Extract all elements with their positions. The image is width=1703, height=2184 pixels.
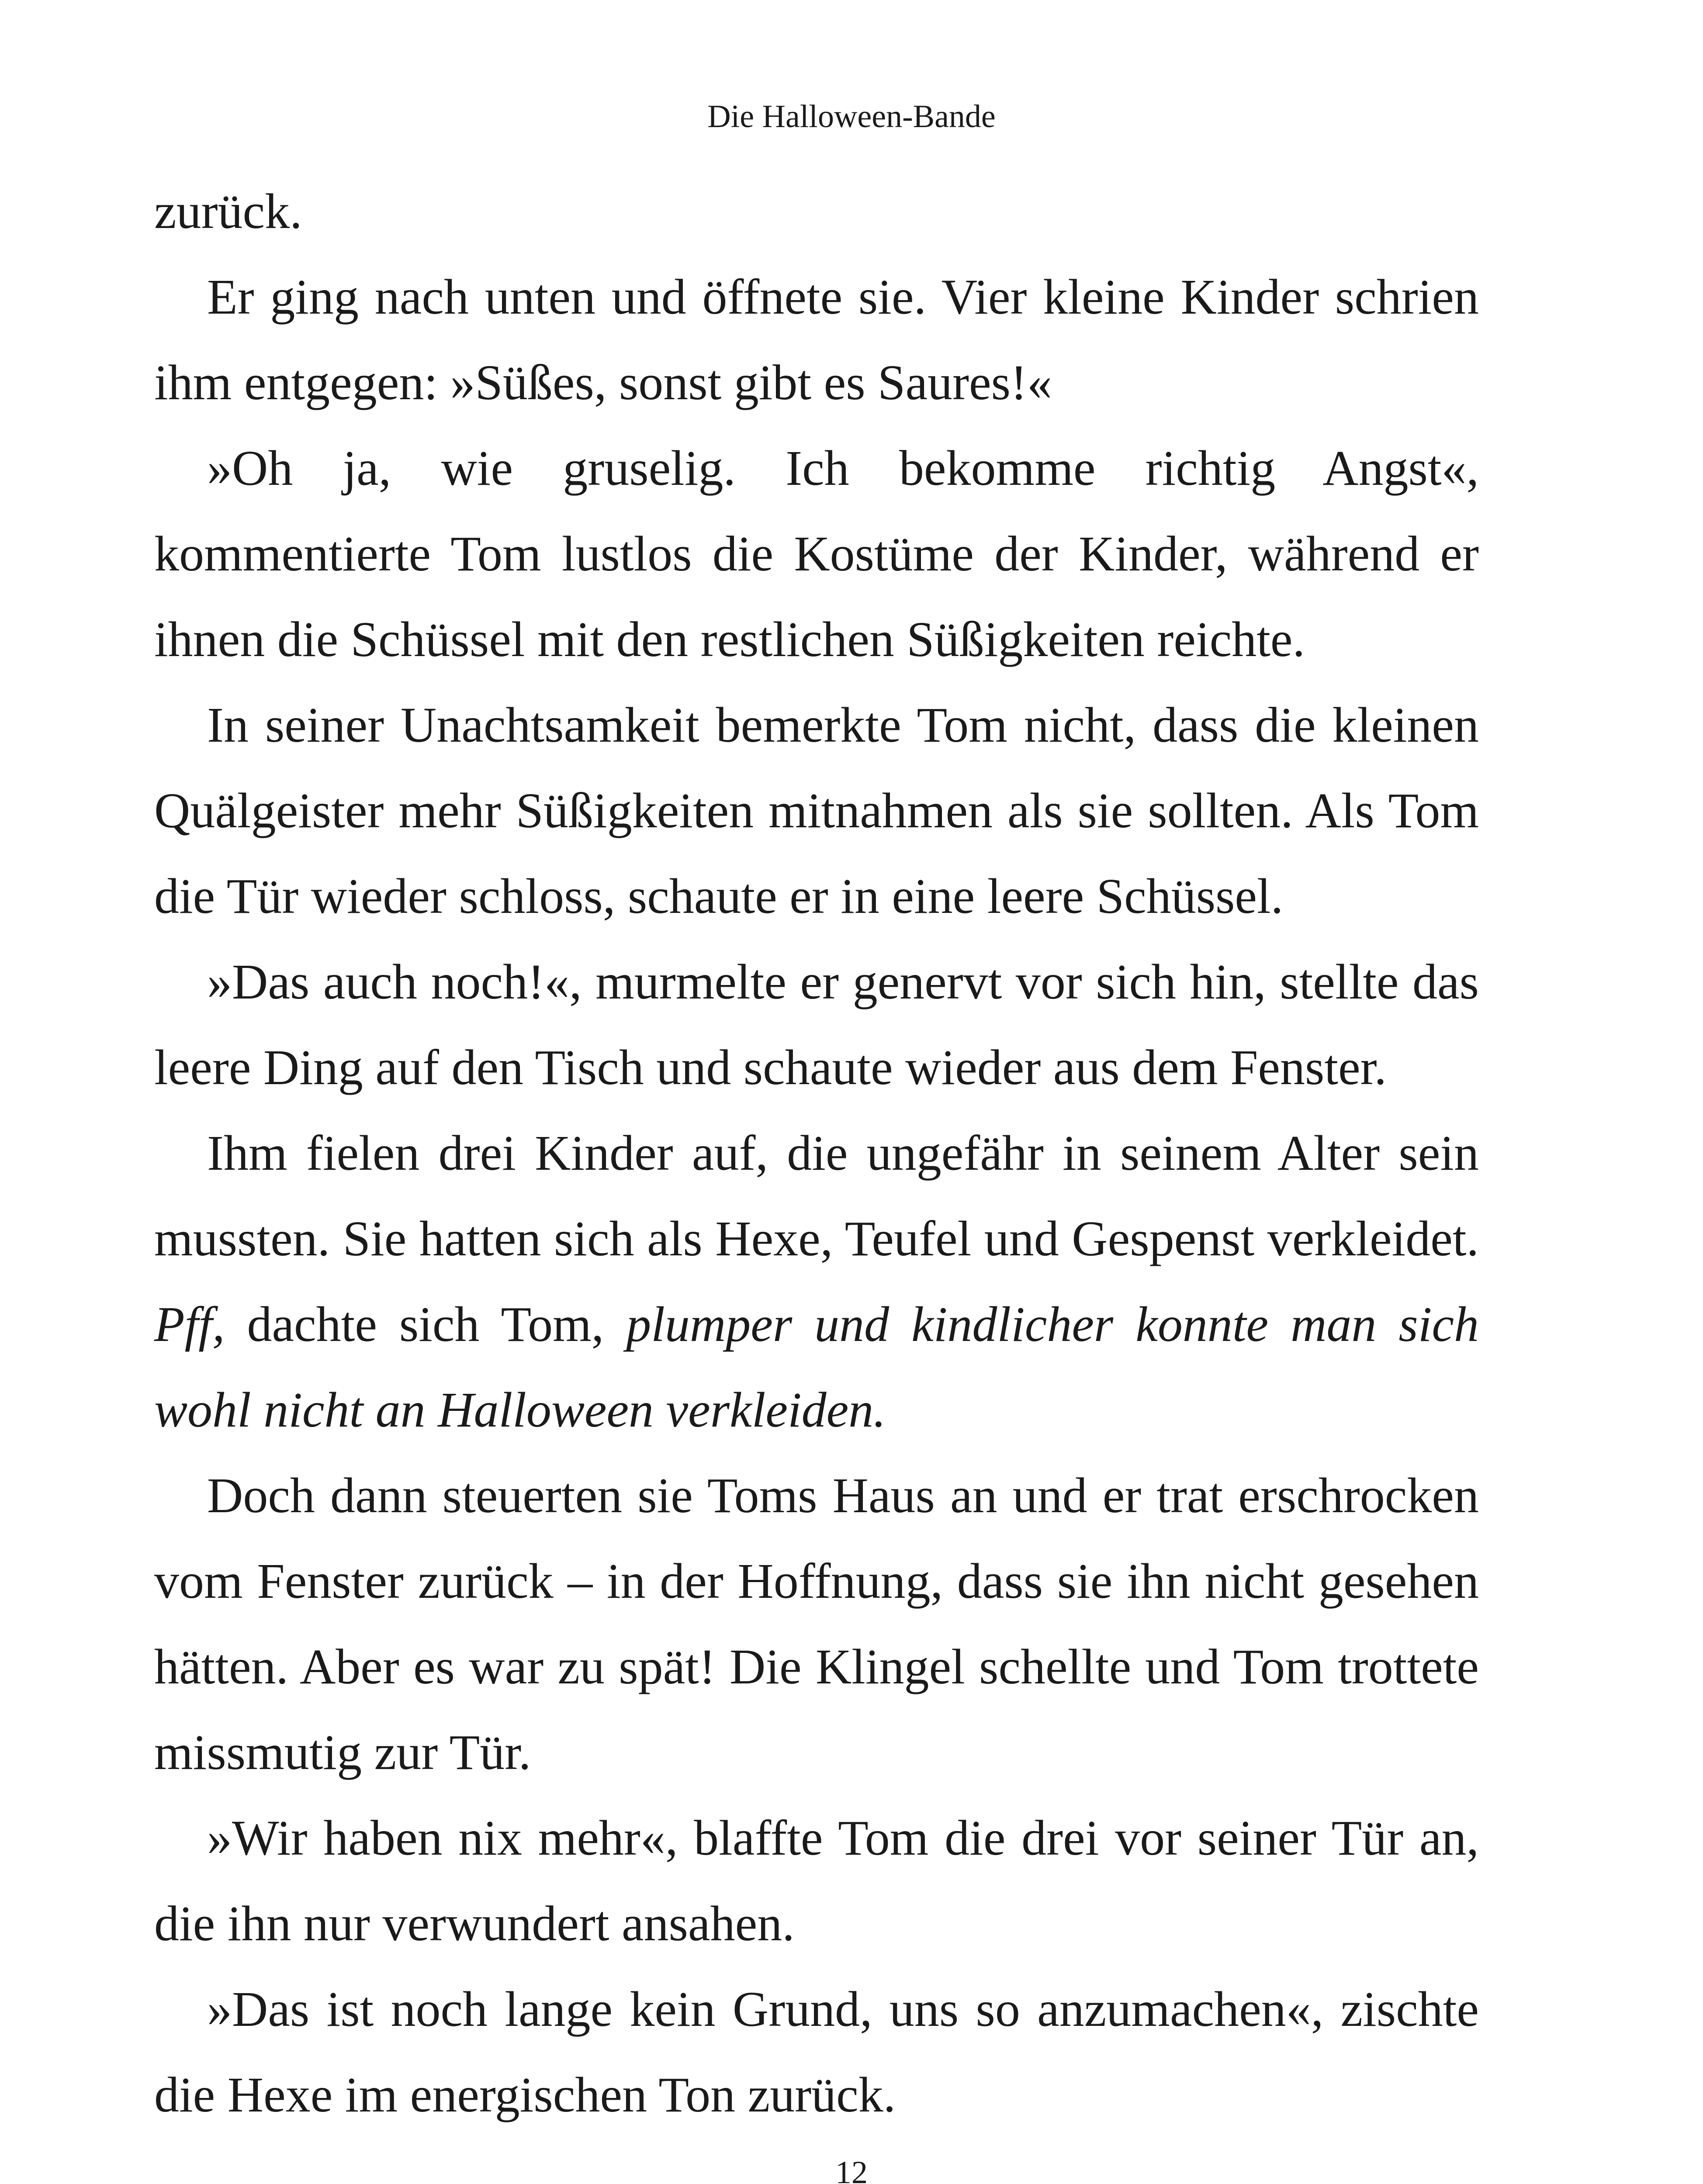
paragraph: zurück.: [154, 183, 302, 239]
italic-thought: plumper und kindlicher konnte man sich wohl nicht an Halloween verkleiden.: [154, 1296, 1479, 1438]
paragraph: »Oh ja, wie gruselig. Ich bekomme richtig Angst«, kommentierte Tom lustlos die Kostüme der Kinder, während er ihnen die Schüssel mit den restlichen Süßigkeiten reichte.: [154, 440, 1479, 667]
paragraph: »Wir haben nix mehr«, blaffte Tom die drei vor seiner Tür an, die ihn nur verwundert ansahen.: [154, 1810, 1479, 1951]
paragraph: Doch dann steuerten sie Toms Haus an und er trat erschrocken vom Fenster zurück – in der Hoffnung, dass sie ihn nicht gesehen hätten. Aber es war zu spät! Die Klingel schellte und Tom trottete missmutig zur Tür.: [154, 1468, 1479, 1780]
paragraph: »Das auch noch!«, murmelte er genervt vor sich hin, stellte das leere Ding auf den Tisch und schaute wieder aus dem Fenster.: [154, 954, 1479, 1095]
italic-thought: Pff,: [154, 1296, 225, 1352]
paragraph: Er ging nach unten und öffnete sie. Vier kleine Kinder schrien ihm entgegen: »Süßes, sonst gibt es Saures!«: [154, 269, 1479, 410]
paragraph: [154, 1110, 1479, 1453]
paragraph: In seiner Unachtsamkeit bemerkte Tom nicht, dass die kleinen Quälgeister mehr Süßigkeiten mitnahmen als sie sollten. Als Tom die Tür wieder schloss, schaute er in eine leere Schüssel.: [154, 697, 1479, 924]
page-number: 12: [835, 2155, 868, 2184]
paragraph-text: Ihm fielen drei Kinder auf, die ungefähr in seinem Alter sein mussten. Sie hatten sich als Hexe, Teufel und Gespenst verkleidet.: [154, 1125, 1479, 1266]
paragraph: »Das ist noch lange kein Grund, uns so anzumachen«, zischte die Hexe im energischen Ton zurück.: [154, 1981, 1479, 2122]
body-text: [154, 169, 1479, 2138]
running-header: Die Halloween-Bande: [707, 99, 996, 135]
paragraph-text: dachte sich Tom,: [247, 1296, 604, 1352]
